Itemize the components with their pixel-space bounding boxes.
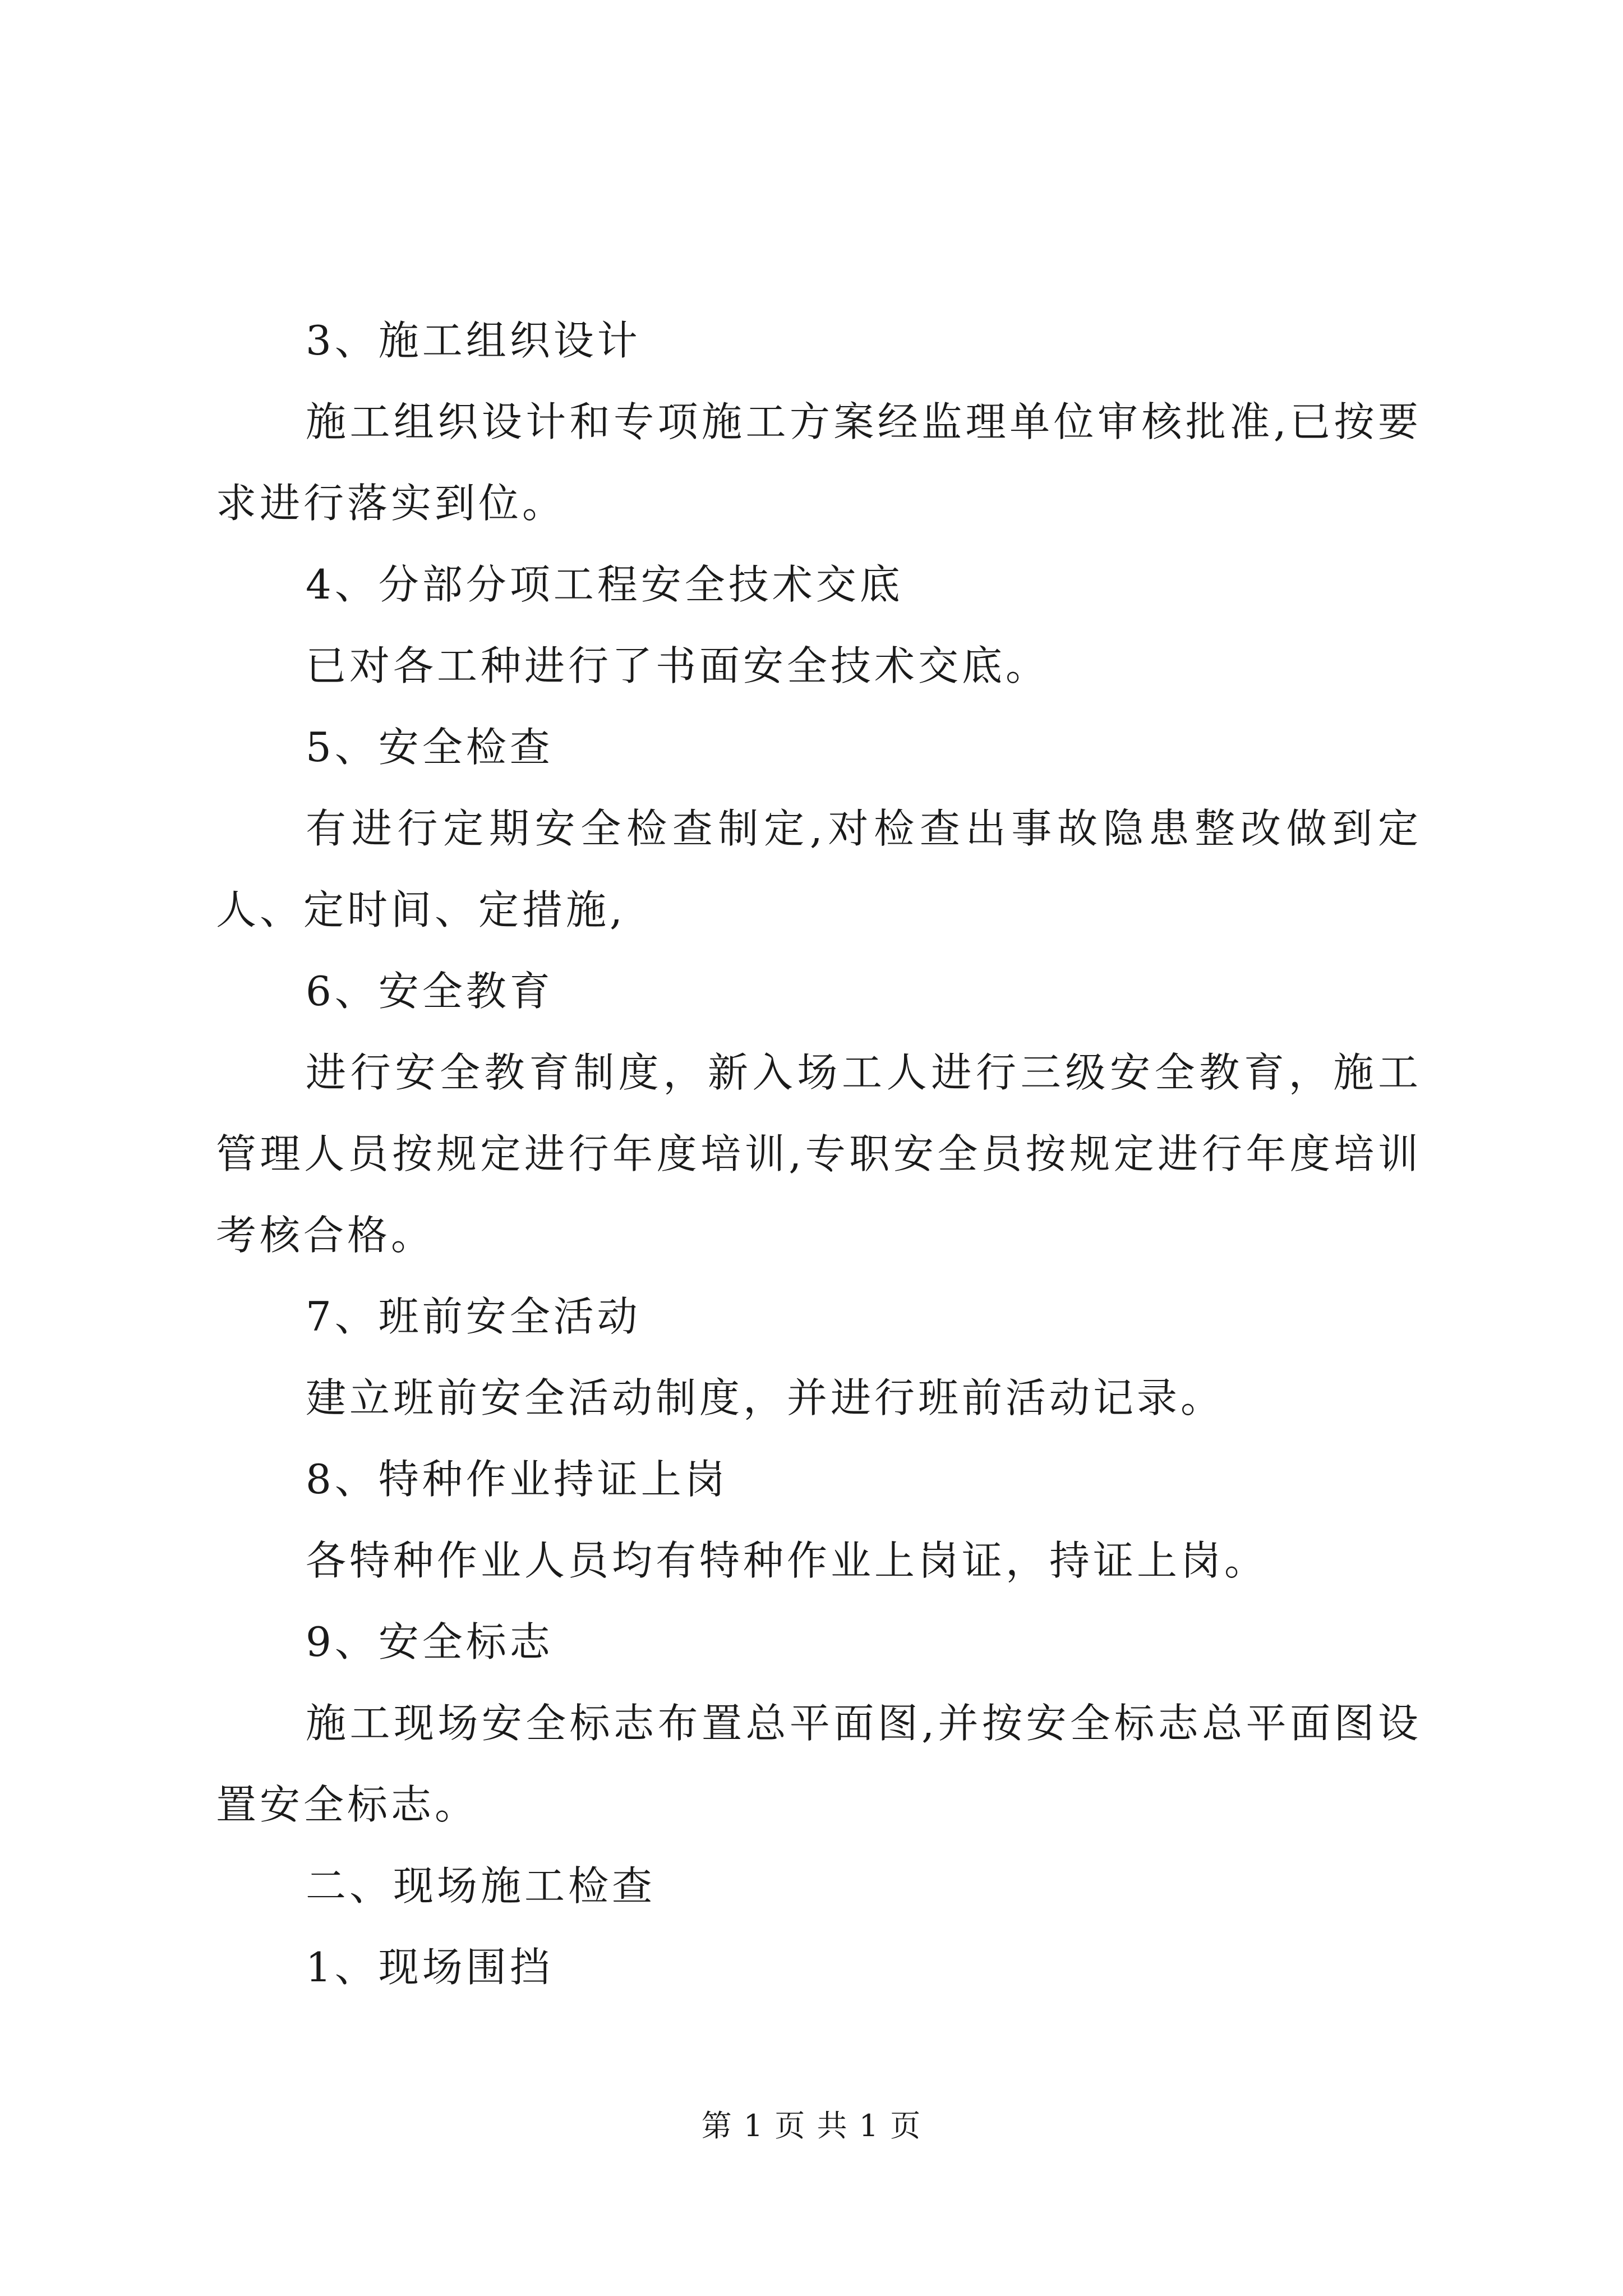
chapter-heading: 二、现场施工检查 (306, 1862, 656, 1910)
section-heading: 5、安全检查 (306, 724, 554, 771)
paragraph: 施工组织设计和专项施工方案经监理单位审核批准,已按要求进行落实到位。 (216, 398, 1422, 527)
section-heading: 8、特种作业持证上岗 (306, 1456, 728, 1503)
section-heading: 1、现场围挡 (306, 1944, 554, 1991)
section-heading: 3、施工组织设计 (306, 317, 641, 364)
paragraph: 施工现场安全标志布置总平面图,并按安全标志总平面图设置安全标志。 (216, 1700, 1422, 1828)
paragraph: 已对各工种进行了书面安全技术交底。 (306, 642, 1050, 689)
paragraph: 建立班前安全活动制度，并进行班前活动记录。 (306, 1374, 1225, 1421)
paragraph: 有进行定期安全检查制定,对检查出事故隐患整改做到定人、定时间、定措施, (216, 805, 1422, 933)
section-heading: 9、安全标志 (306, 1618, 554, 1665)
document-body (216, 300, 1422, 2008)
section-heading: 4、分部分项工程安全技术交底 (306, 561, 903, 608)
page-number-footer: 第 1 页 共 1 页 (701, 2108, 922, 2143)
paragraph: 各特种作业人员均有特种作业上岗证，持证上岗。 (306, 1537, 1269, 1584)
section-heading: 6、安全教育 (306, 968, 554, 1015)
section-heading: 7、班前安全活动 (306, 1293, 641, 1340)
paragraph: 进行安全教育制度，新入场工人进行三级安全教育，施工管理人员按规定进行年度培训,专职安全员按规定进行年度培训考核合格。 (216, 1049, 1422, 1259)
